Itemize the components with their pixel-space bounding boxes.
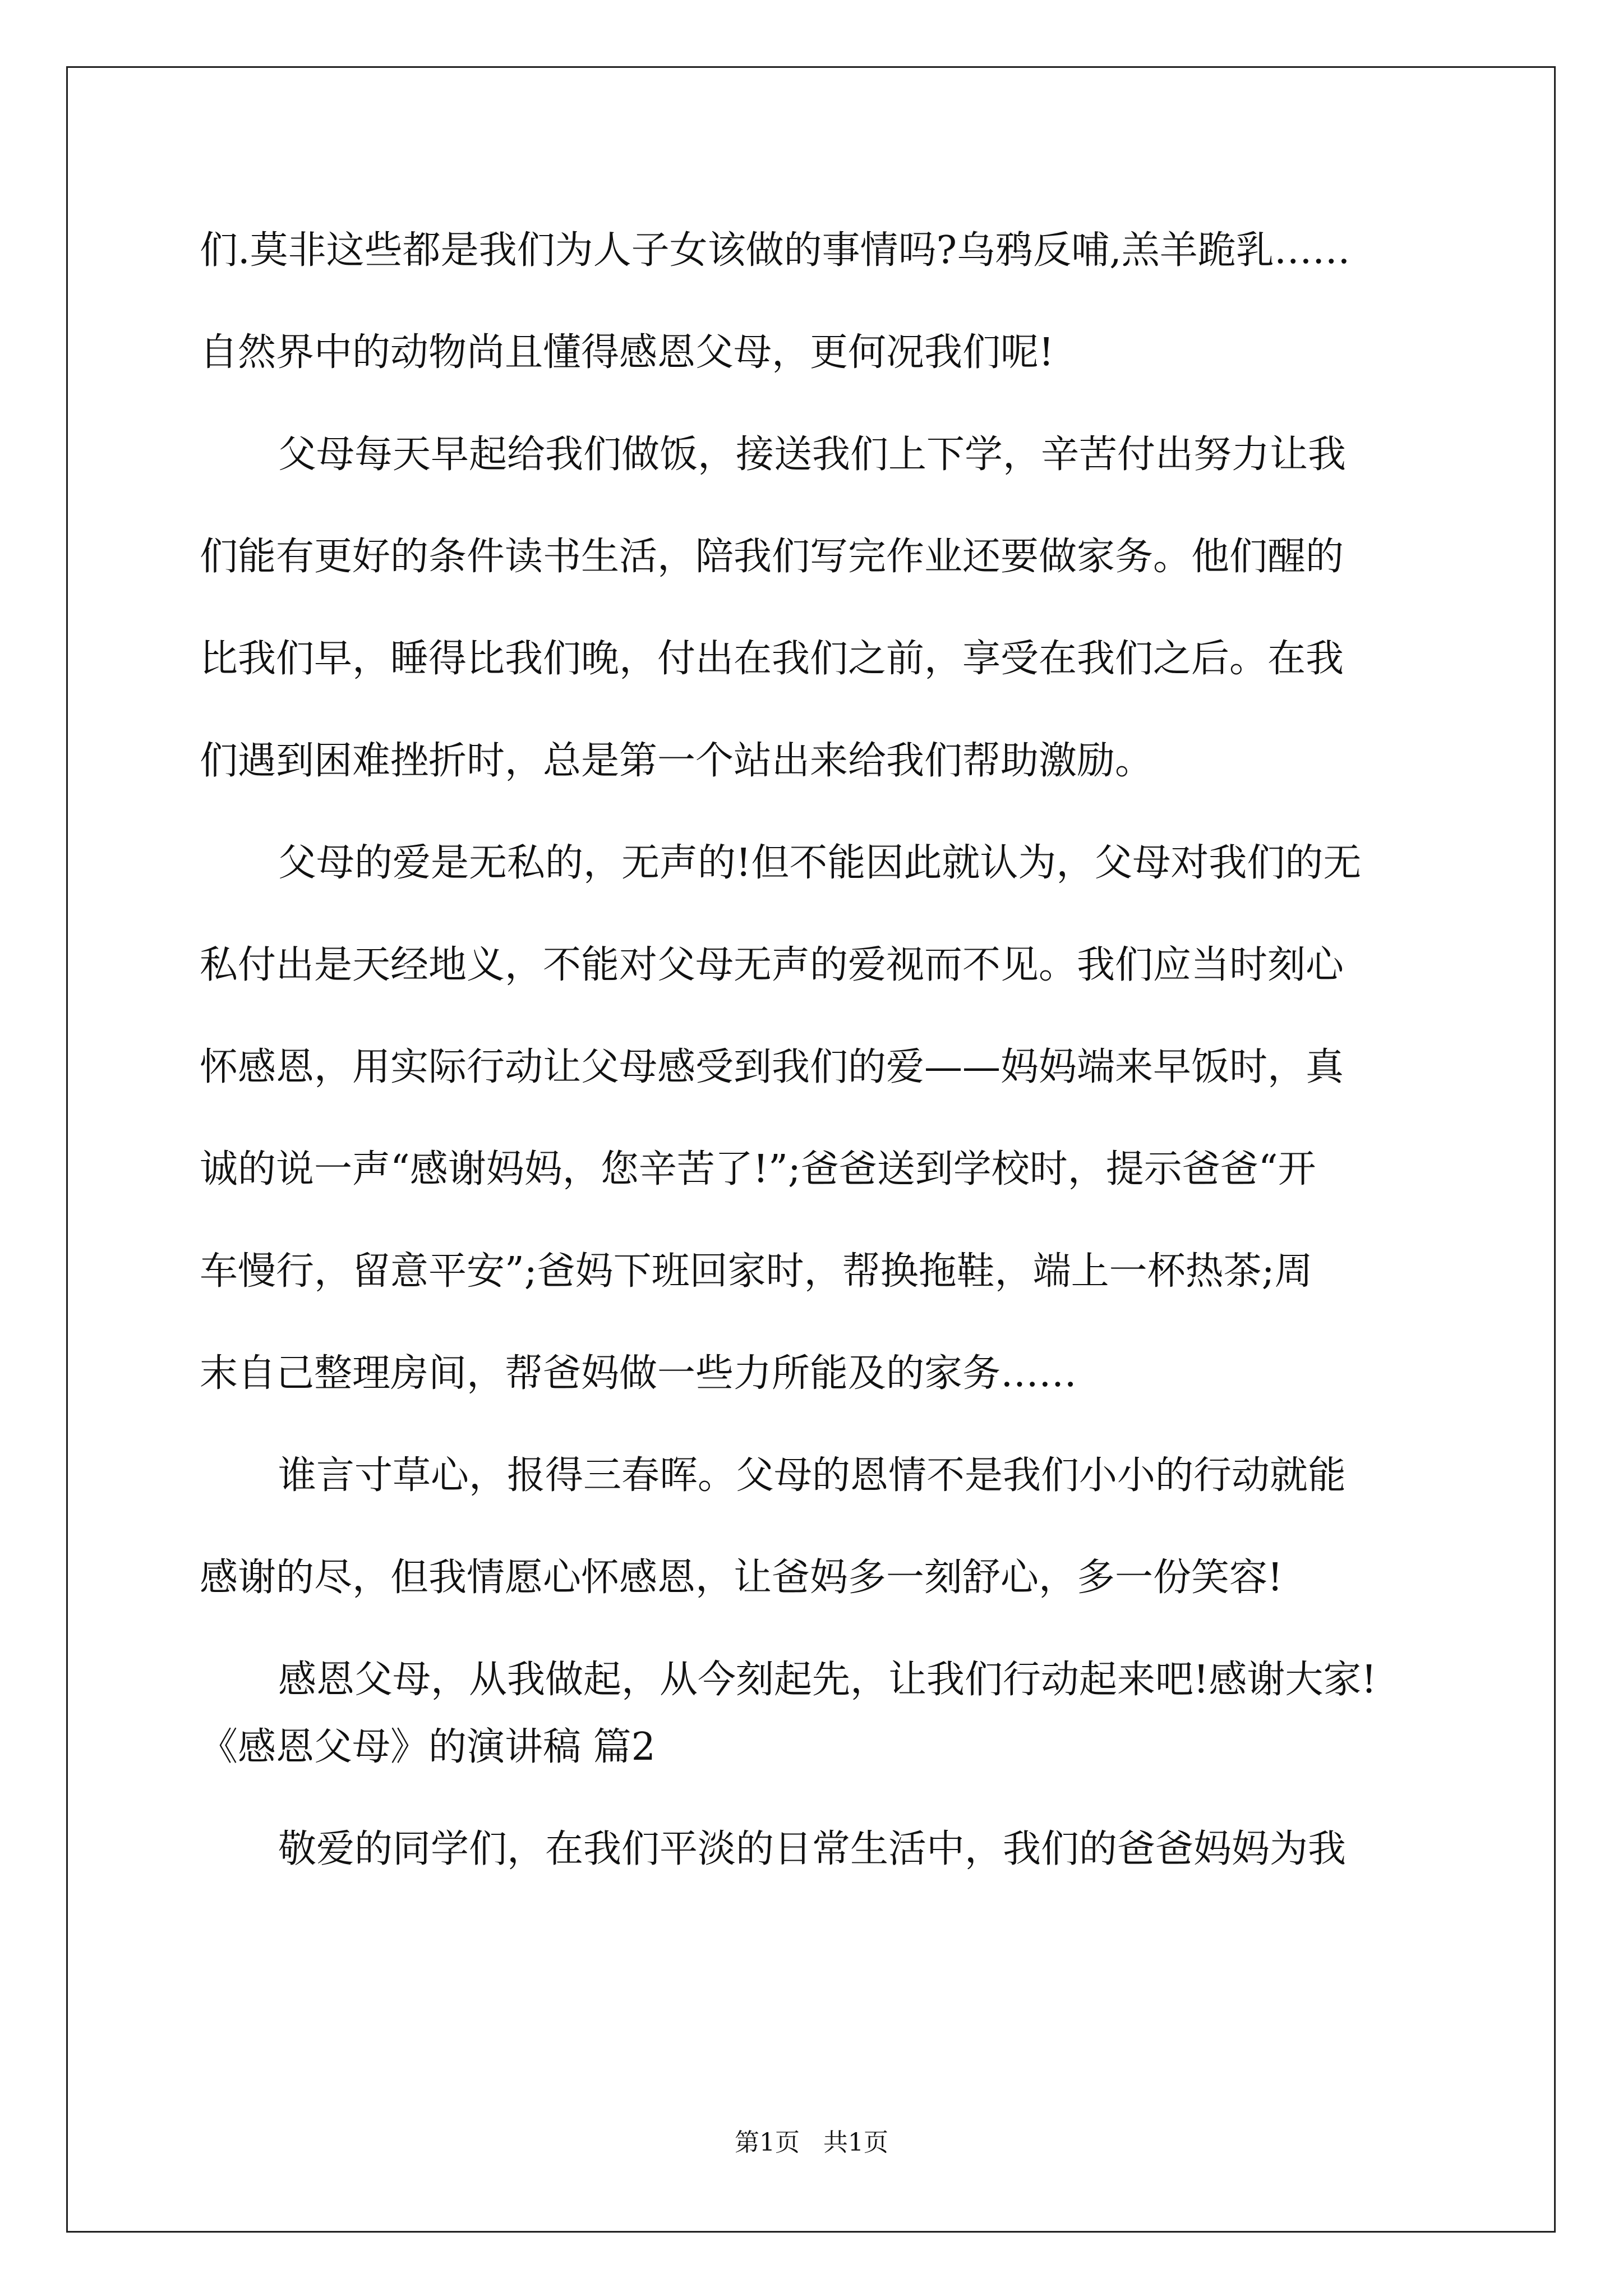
text-line: 们能有更好的条件读书生活，陪我们写完作业还要做家务。他们醒的 xyxy=(200,535,1344,579)
page-number: 第1页 xyxy=(735,2128,800,2157)
paragraph-start: 感恩父母，从我做起，从今刻起先，让我们行动起来吧!感谢大家! xyxy=(278,1658,1377,1702)
text-line: 怀感恩，用实际行动让父母感受到我们的爱——妈妈端来早饭时，真 xyxy=(200,1045,1344,1089)
document-body xyxy=(200,224,1428,1925)
text-line: 私付出是天经地义，不能对父母无声的爱视而不见。我们应当时刻心 xyxy=(200,943,1344,987)
text-line: 诚的说一声“感谢妈妈，您辛苦了!”;爸爸送到学校时，提示爸爸“开 xyxy=(200,1147,1316,1191)
paragraph-start: 谁言寸草心，报得三春晖。父母的恩情不是我们小小的行动就能 xyxy=(278,1453,1347,1498)
text-line: 比我们早，睡得比我们晚，付出在我们之前，享受在我们之后。在我 xyxy=(200,637,1344,681)
text-line: 车慢行，留意平安”;爸妈下班回家时，帮换拖鞋，端上一杯热茶;周 xyxy=(200,1249,1313,1294)
text-line: 自然界中的动物尚且懂得感恩父母，更何况我们呢! xyxy=(200,330,1054,375)
text-line: 末自己整理房间，帮爸妈做一些力所能及的家务…… xyxy=(200,1351,1077,1396)
text-line: 们.莫非这些都是我们为人子女该做的事情吗?乌鸦反哺,羔羊跪乳…… xyxy=(200,228,1350,273)
page-footer xyxy=(0,2126,1623,2160)
paragraph-start: 父母每天早起给我们做饭，接送我们上下学，辛苦付出努力让我 xyxy=(278,432,1347,477)
paragraph-start: 敬爱的同学们，在我们平淡的日常生活中，我们的爸爸妈妈为我 xyxy=(278,1827,1347,1871)
paragraph-start: 父母的爱是无私的，无声的!但不能因此就认为，父母对我们的无 xyxy=(278,841,1362,885)
text-line: 们遇到困难挫折时，总是第一个站出来给我们帮助激励。 xyxy=(200,739,1154,783)
page-total: 共1页 xyxy=(823,2128,888,2157)
section-heading: 《感恩父母》的演讲稿 篇2 xyxy=(200,1725,656,1769)
text-line: 感谢的尽，但我情愿心怀感恩，让爸妈多一刻舒心，多一份笑容! xyxy=(200,1556,1283,1600)
